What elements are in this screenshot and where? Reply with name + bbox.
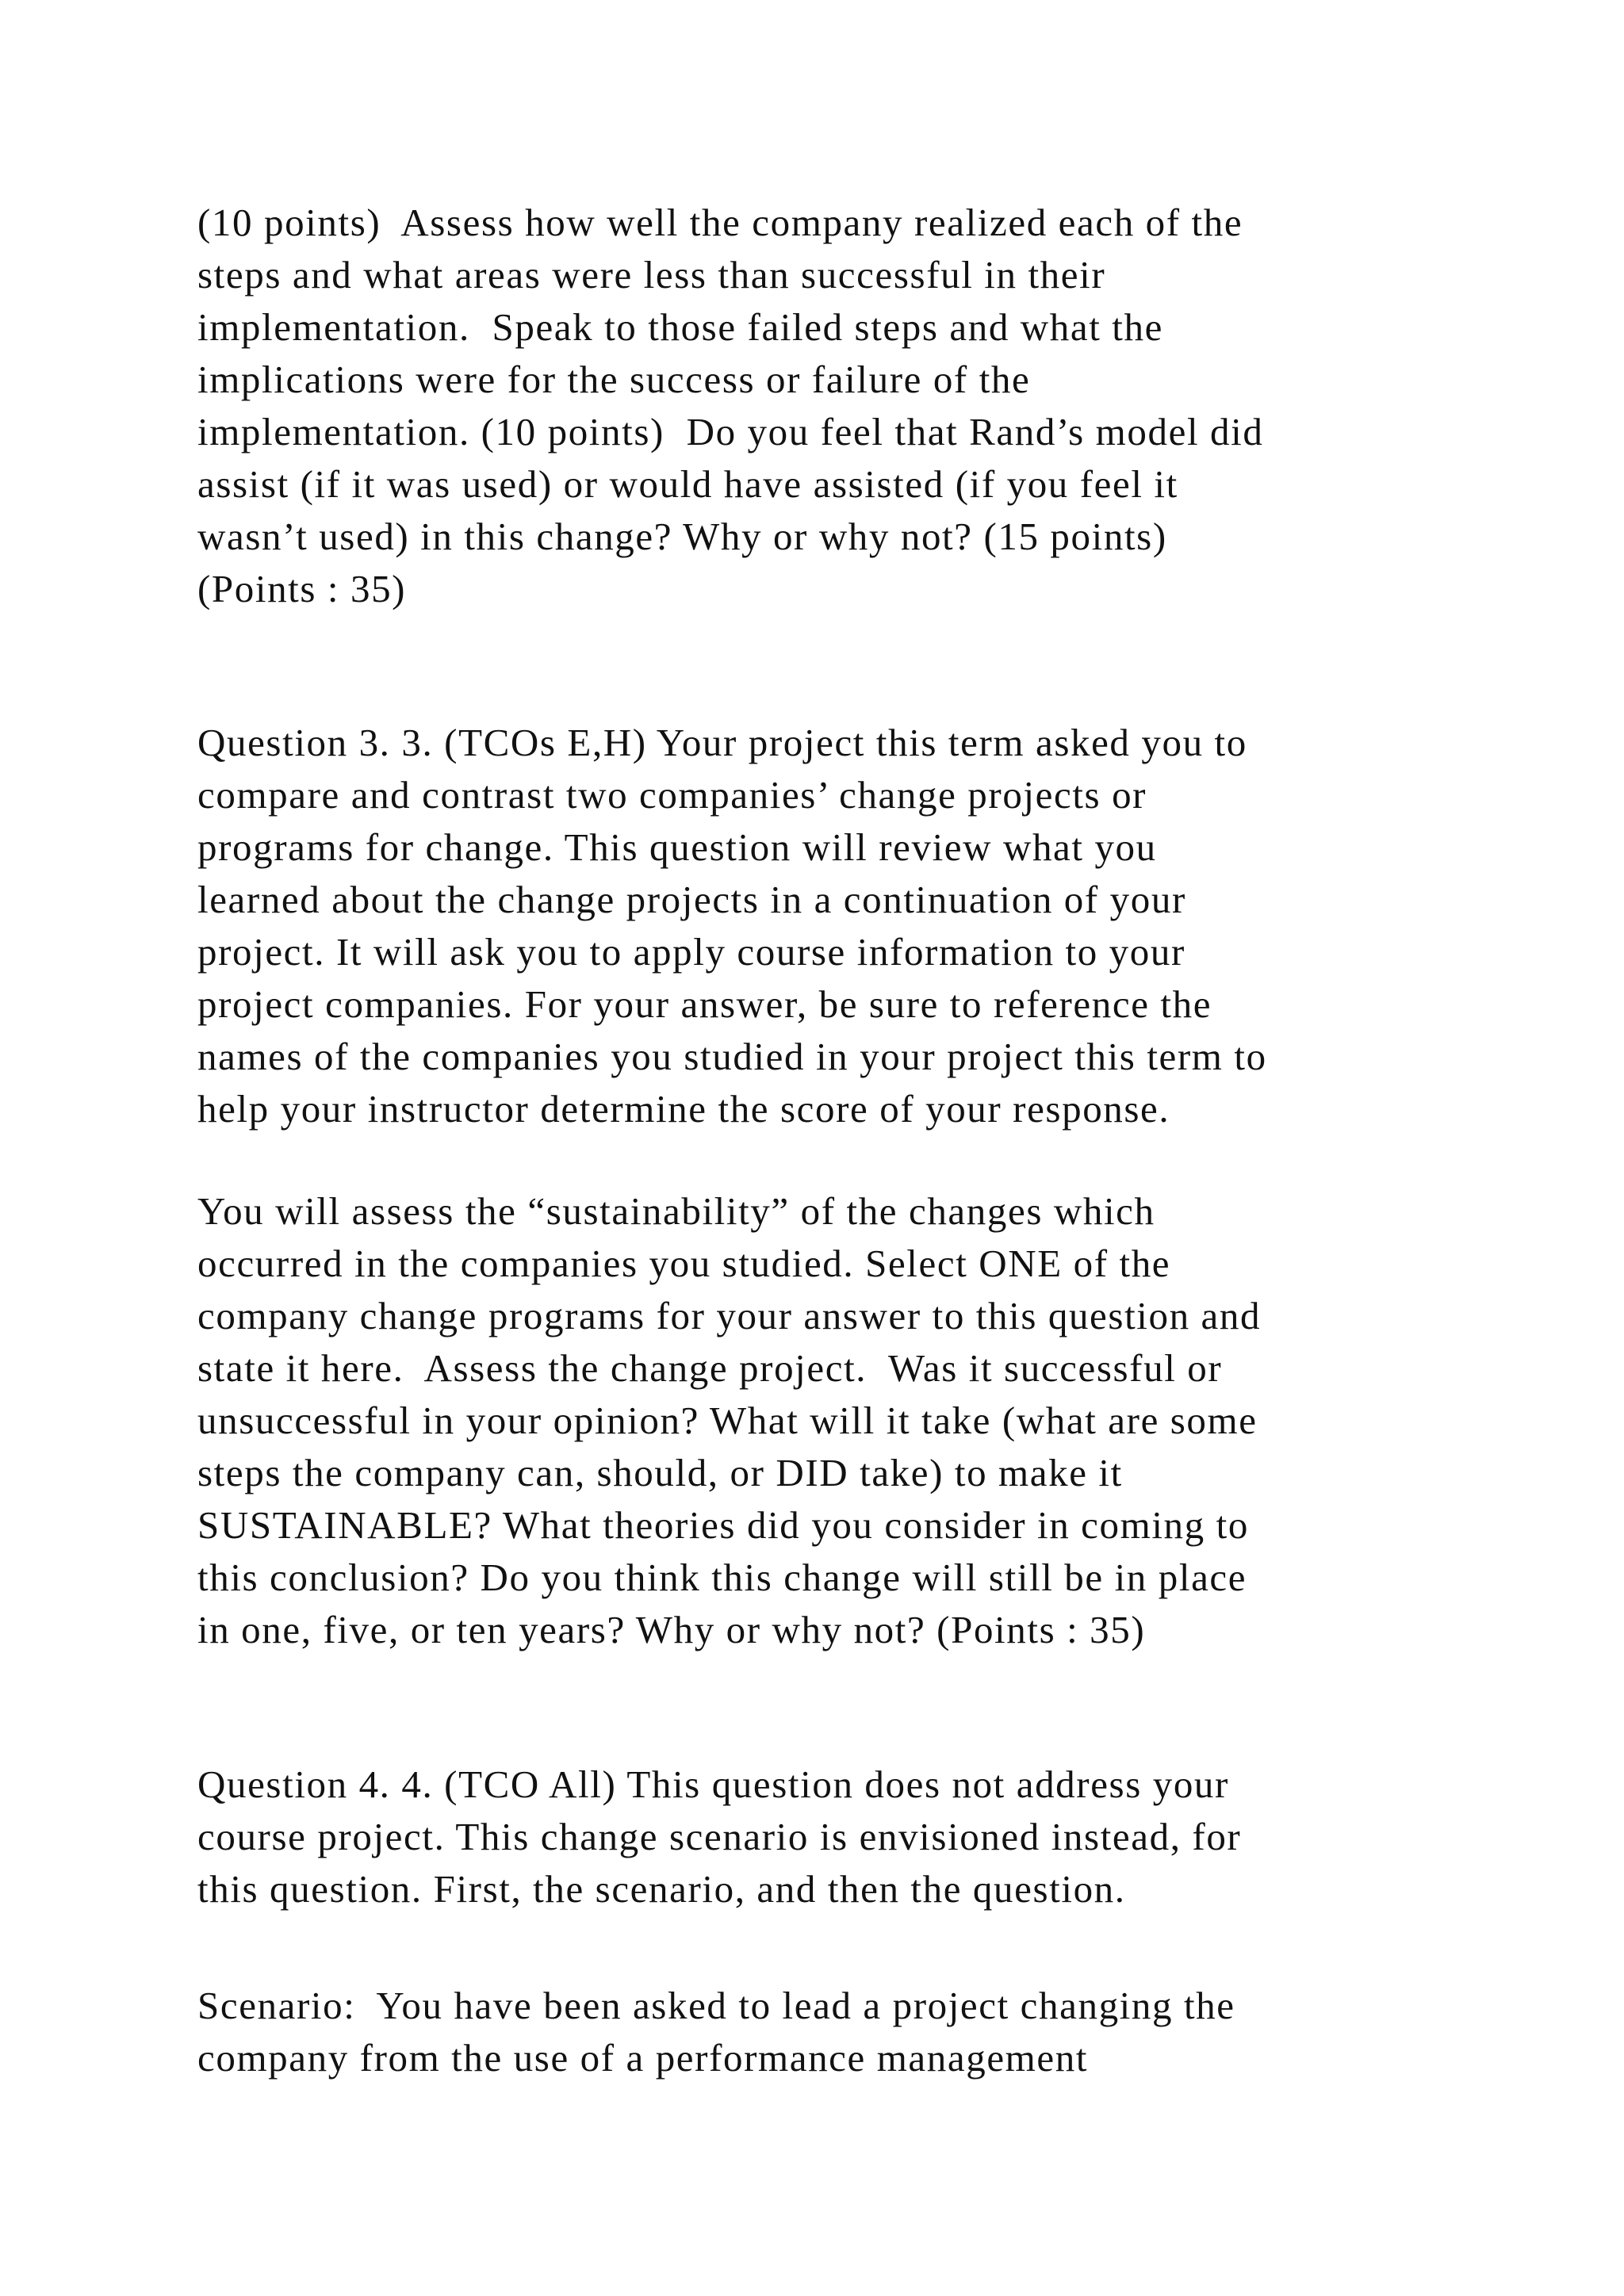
text-line: in one, five, or ten years? Why or why not? (Points : 35) xyxy=(197,1608,1146,1651)
text-line: SUSTAINABLE? What theories did you consider in coming to xyxy=(197,1503,1249,1547)
text-line: Question 4. 4. (TCO All) This question does not address your xyxy=(197,1762,1229,1806)
text-line: You will assess the “sustainability” of the changes which xyxy=(197,1189,1155,1233)
text-line: course project. This change scenario is envisioned instead, for xyxy=(197,1815,1242,1858)
text-line: implications were for the success or failure of the xyxy=(197,358,1031,401)
paragraph-question-3-task xyxy=(197,1185,1561,1656)
text-line: unsuccessful in your opinion? What will it take (what are some xyxy=(197,1399,1258,1442)
paragraph-question-2-continued xyxy=(197,197,1561,615)
text-line: Question 3. 3. (TCOs E,H) Your project this term asked you to xyxy=(197,721,1247,764)
paragraph-question-4 xyxy=(197,1758,1561,1915)
text-line: programs for change. This question will review what you xyxy=(197,825,1157,869)
text-line: company change programs for your answer to this question and xyxy=(197,1294,1262,1337)
text-line: project companies. For your answer, be sure to reference the xyxy=(197,982,1212,1026)
text-line: wasn’t used) in this change? Why or why not? (15 points) xyxy=(197,515,1167,558)
text-line: this conclusion? Do you think this change will still be in place xyxy=(197,1556,1247,1599)
text-line: implementation. (10 points) Do you feel that Rand’s model did xyxy=(197,410,1264,453)
text-line: state it here. Assess the change project. Was it successful or xyxy=(197,1346,1223,1390)
text-line: help your instructor determine the score of your response. xyxy=(197,1087,1170,1131)
text-line: assist (if it was used) or would have assisted (if you feel it xyxy=(197,462,1178,506)
paragraph-question-3 xyxy=(197,717,1561,1135)
text-line: steps the company can, should, or DID take) to make it xyxy=(197,1451,1123,1494)
text-line: Scenario: You have been asked to lead a project changing the xyxy=(197,1984,1235,2027)
text-line: company from the use of a performance management xyxy=(197,2036,1089,2080)
text-line: project. It will ask you to apply course information to your xyxy=(197,930,1185,974)
text-line: compare and contrast two companies’ change projects or xyxy=(197,773,1147,817)
paragraph-scenario xyxy=(197,1980,1561,2084)
text-line: steps and what areas were less than successful in their xyxy=(197,253,1106,297)
text-line: (10 points) Assess how well the company realized each of the xyxy=(197,201,1243,244)
text-line: this question. First, the scenario, and then the question. xyxy=(197,1867,1126,1911)
text-line: names of the companies you studied in your project this term to xyxy=(197,1035,1267,1078)
text-line: implementation. Speak to those failed steps and what the xyxy=(197,305,1163,349)
text-line: (Points : 35) xyxy=(197,567,407,610)
text-line: occurred in the companies you studied. Select ONE of the xyxy=(197,1242,1171,1285)
text-line: learned about the change projects in a continuation of your xyxy=(197,878,1186,921)
